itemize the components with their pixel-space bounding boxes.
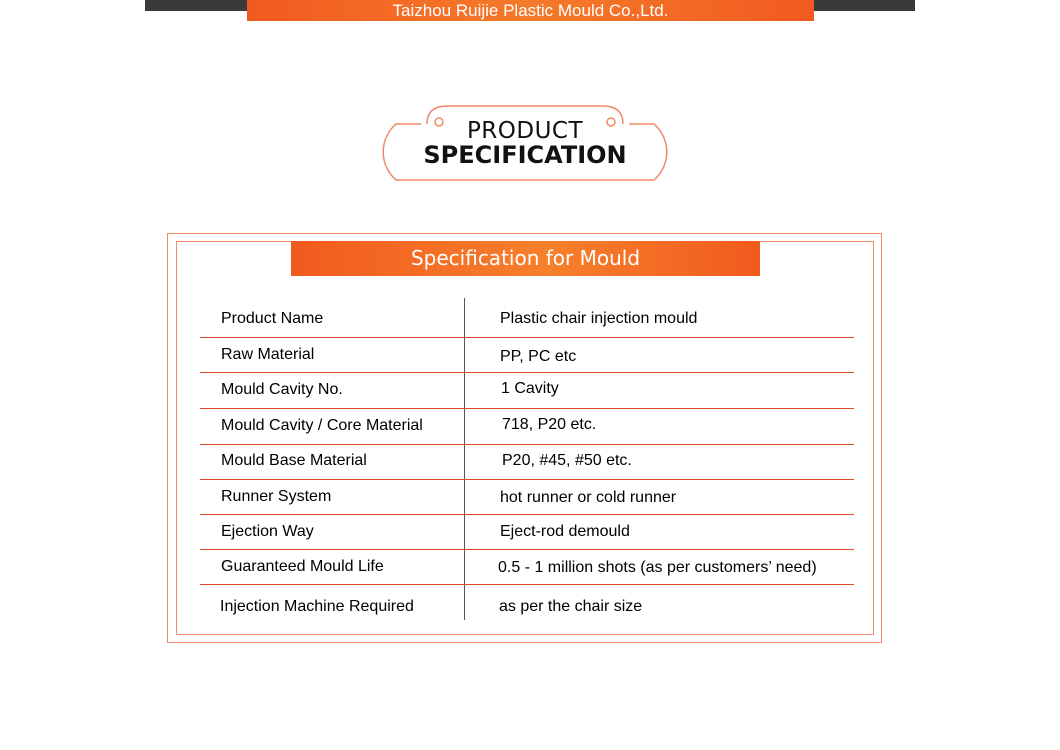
spec-value: hot runner or cold runner <box>500 489 677 506</box>
spec-value: 0.5 - 1 million shots (as per customers’ need) <box>498 559 817 576</box>
spec-label: Mould Base Material <box>221 452 367 469</box>
spec-value: Eject-rod demould <box>500 523 630 540</box>
spec-value: PP, PC etc <box>500 348 577 365</box>
table-row <box>200 514 854 550</box>
spec-value: P20, #45, #50 etc. <box>502 452 632 469</box>
table-row <box>200 372 854 409</box>
spec-value: 718, P20 etc. <box>502 416 597 433</box>
spec-header: Specification for Mould <box>291 241 760 276</box>
spec-label: Mould Cavity / Core Material <box>221 417 423 434</box>
table-row <box>200 479 854 515</box>
spec-label: Guaranteed Mould Life <box>221 558 384 575</box>
spec-label: Ejection Way <box>221 523 314 540</box>
table-row <box>200 306 854 338</box>
company-banner: Taizhou Ruijie Plastic Mould Co.,Ltd. <box>247 0 814 21</box>
spec-label: Injection Machine Required <box>220 598 414 615</box>
table-row <box>200 337 854 373</box>
spec-label: Runner System <box>221 488 332 505</box>
spec-label: Mould Cavity No. <box>221 381 343 398</box>
title-specification: SPECIFICATION <box>423 141 627 169</box>
spec-label: Product Name <box>221 310 324 327</box>
spec-value: as per the chair size <box>499 598 643 615</box>
table-row <box>200 444 854 480</box>
title-product: PRODUCT <box>466 118 584 144</box>
table-row <box>200 584 854 620</box>
table-row <box>200 549 854 585</box>
spec-value: 1 Cavity <box>501 380 559 397</box>
spec-label: Raw Material <box>221 346 315 363</box>
spec-value: Plastic chair injection mould <box>500 310 698 327</box>
table-row <box>200 408 854 445</box>
